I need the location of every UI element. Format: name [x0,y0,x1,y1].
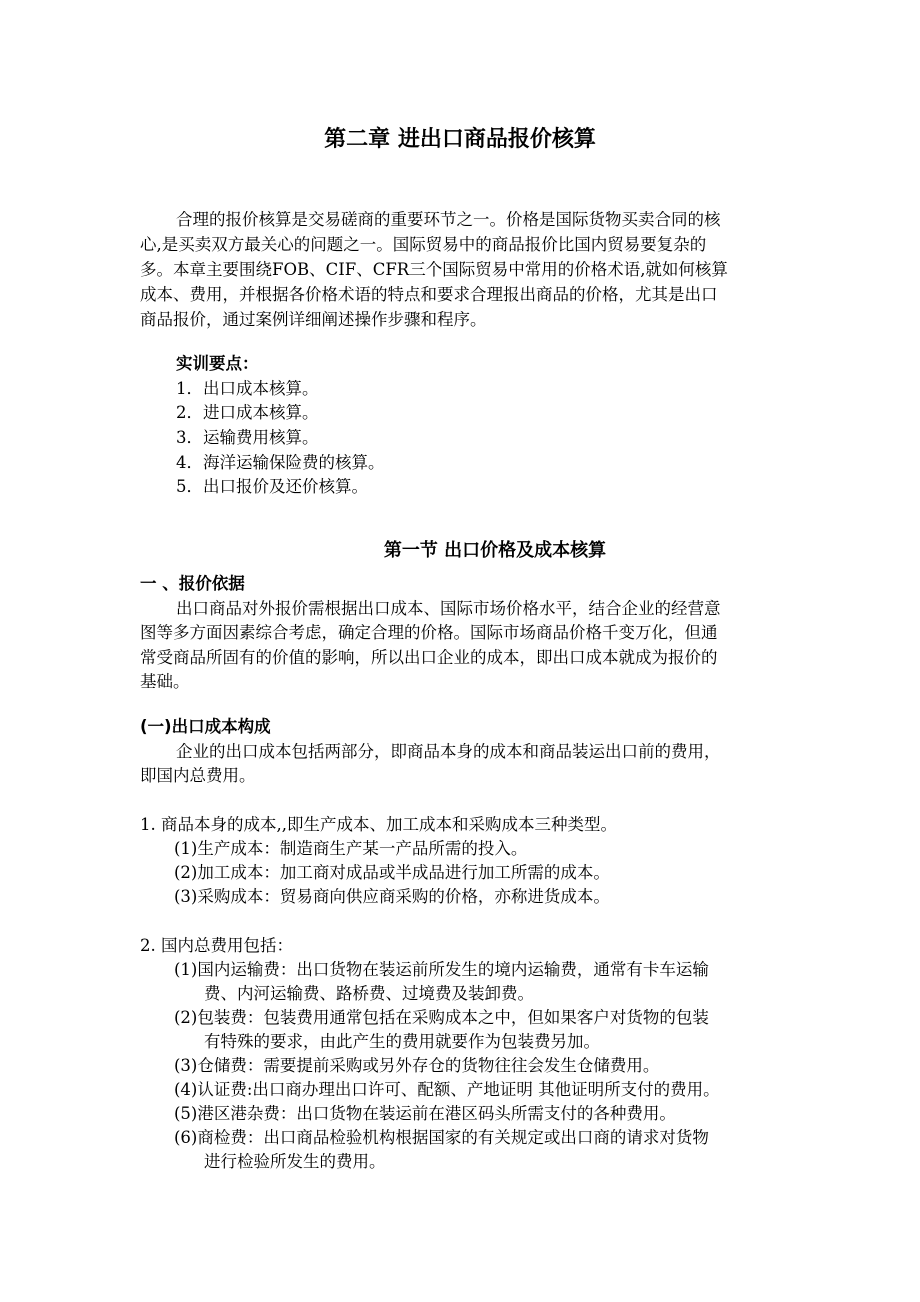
list-heading: 1. 商品本身的成本,,即生产成本、加工成本和采购成本三种类型。 [140,815,617,834]
paragraph-line: 常受商品所固有的价值的影响，所以出口企业的成本，即出口成本就成为报价的 [140,648,718,667]
part-heading: 一 、报价依据 [140,574,245,593]
list-item-continuation: 有特殊的要求，由此产生的费用就要作为包装费另加。 [204,1032,600,1051]
paragraph-line: 出口商品对外报价需根据出口成本、国际市场价格水平，结合企业的经营意 [176,599,721,618]
list-item-continuation: 进行检验所发生的费用。 [204,1152,386,1171]
paragraph-line: 即国内总费用。 [140,766,256,785]
list-item: (2)包装费：包装费用通常包括在采购成本之中，但如果客户对货物的包装 [174,1008,709,1027]
list-item: (3)仓储费：需要提前采购或另外存仓的货物往往会发生仓储费用。 [174,1056,660,1075]
intro-line: 合理的报价核算是交易磋商的重要环节之一。价格是国际货物买卖合同的核 [176,210,721,229]
list-item: (4)认证费:出口商办理出口许可、配额、产地证明 其他证明所支付的费用。 [174,1080,720,1099]
chapter-title: 第二章 进出口商品报价核算 [324,127,596,152]
key-point-item: 2．进口成本核算。 [176,403,319,422]
list-item-continuation: 费、内河运输费、路桥费、过境费及装卸费。 [204,984,534,1003]
list-item: (3)采购成本：贸易商向供应商采购的价格，亦称进货成本。 [174,887,610,906]
key-point-item: 3．运输费用核算。 [176,428,319,447]
list-item: (1)国内运输费：出口货物在装运前所发生的境内运输费，通常有卡车运输 [174,960,709,979]
list-item: (2)加工成本：加工商对成品或半成品进行加工所需的成本。 [174,863,610,882]
key-point-item: 4．海洋运输保险费的核算。 [176,453,385,472]
key-point-item: 1．出口成本核算。 [176,379,319,398]
intro-line: 成本、费用，并根据各价格术语的特点和要求合理报出商品的价格，尤其是出口 [140,285,718,304]
list-item: (5)港区港杂费：出口货物在装运前在港区码头所需支付的各种费用。 [174,1104,676,1123]
key-points-heading: 实训要点： [176,354,259,373]
paragraph-line: 企业的出口成本包括两部分，即商品本身的成本和商品装运出口前的费用， [176,742,721,761]
paragraph-line: 基础。 [140,672,190,691]
key-point-item: 5．出口报价及还价核算。 [176,477,368,496]
subsection-heading: (一)出口成本构成 [140,717,271,736]
section-title: 第一节 出口价格及成本核算 [383,540,607,561]
intro-line: 心,是买卖双方最关心的问题之一。国际贸易中的商品报价比国内贸易要复杂的 [140,235,707,254]
list-item: (6)商检费：出口商品检验机构根据国家的有关规定或出口商的请求对货物 [174,1128,709,1147]
intro-line: 商品报价，通过案例详细阐述操作步骤和程序。 [140,310,487,329]
paragraph-line: 图等多方面因素综合考虑，确定合理的价格。国际市场商品价格千变万化，但通 [140,623,718,642]
list-item: (1)生产成本：制造商生产某一产品所需的投入。 [174,839,528,858]
list-heading: 2. 国内总费用包括： [140,936,293,955]
intro-line: 多。本章主要围绕FOB、CIF、CFR三个国际贸易中常用的价格术语,就如何核算 [140,260,728,279]
